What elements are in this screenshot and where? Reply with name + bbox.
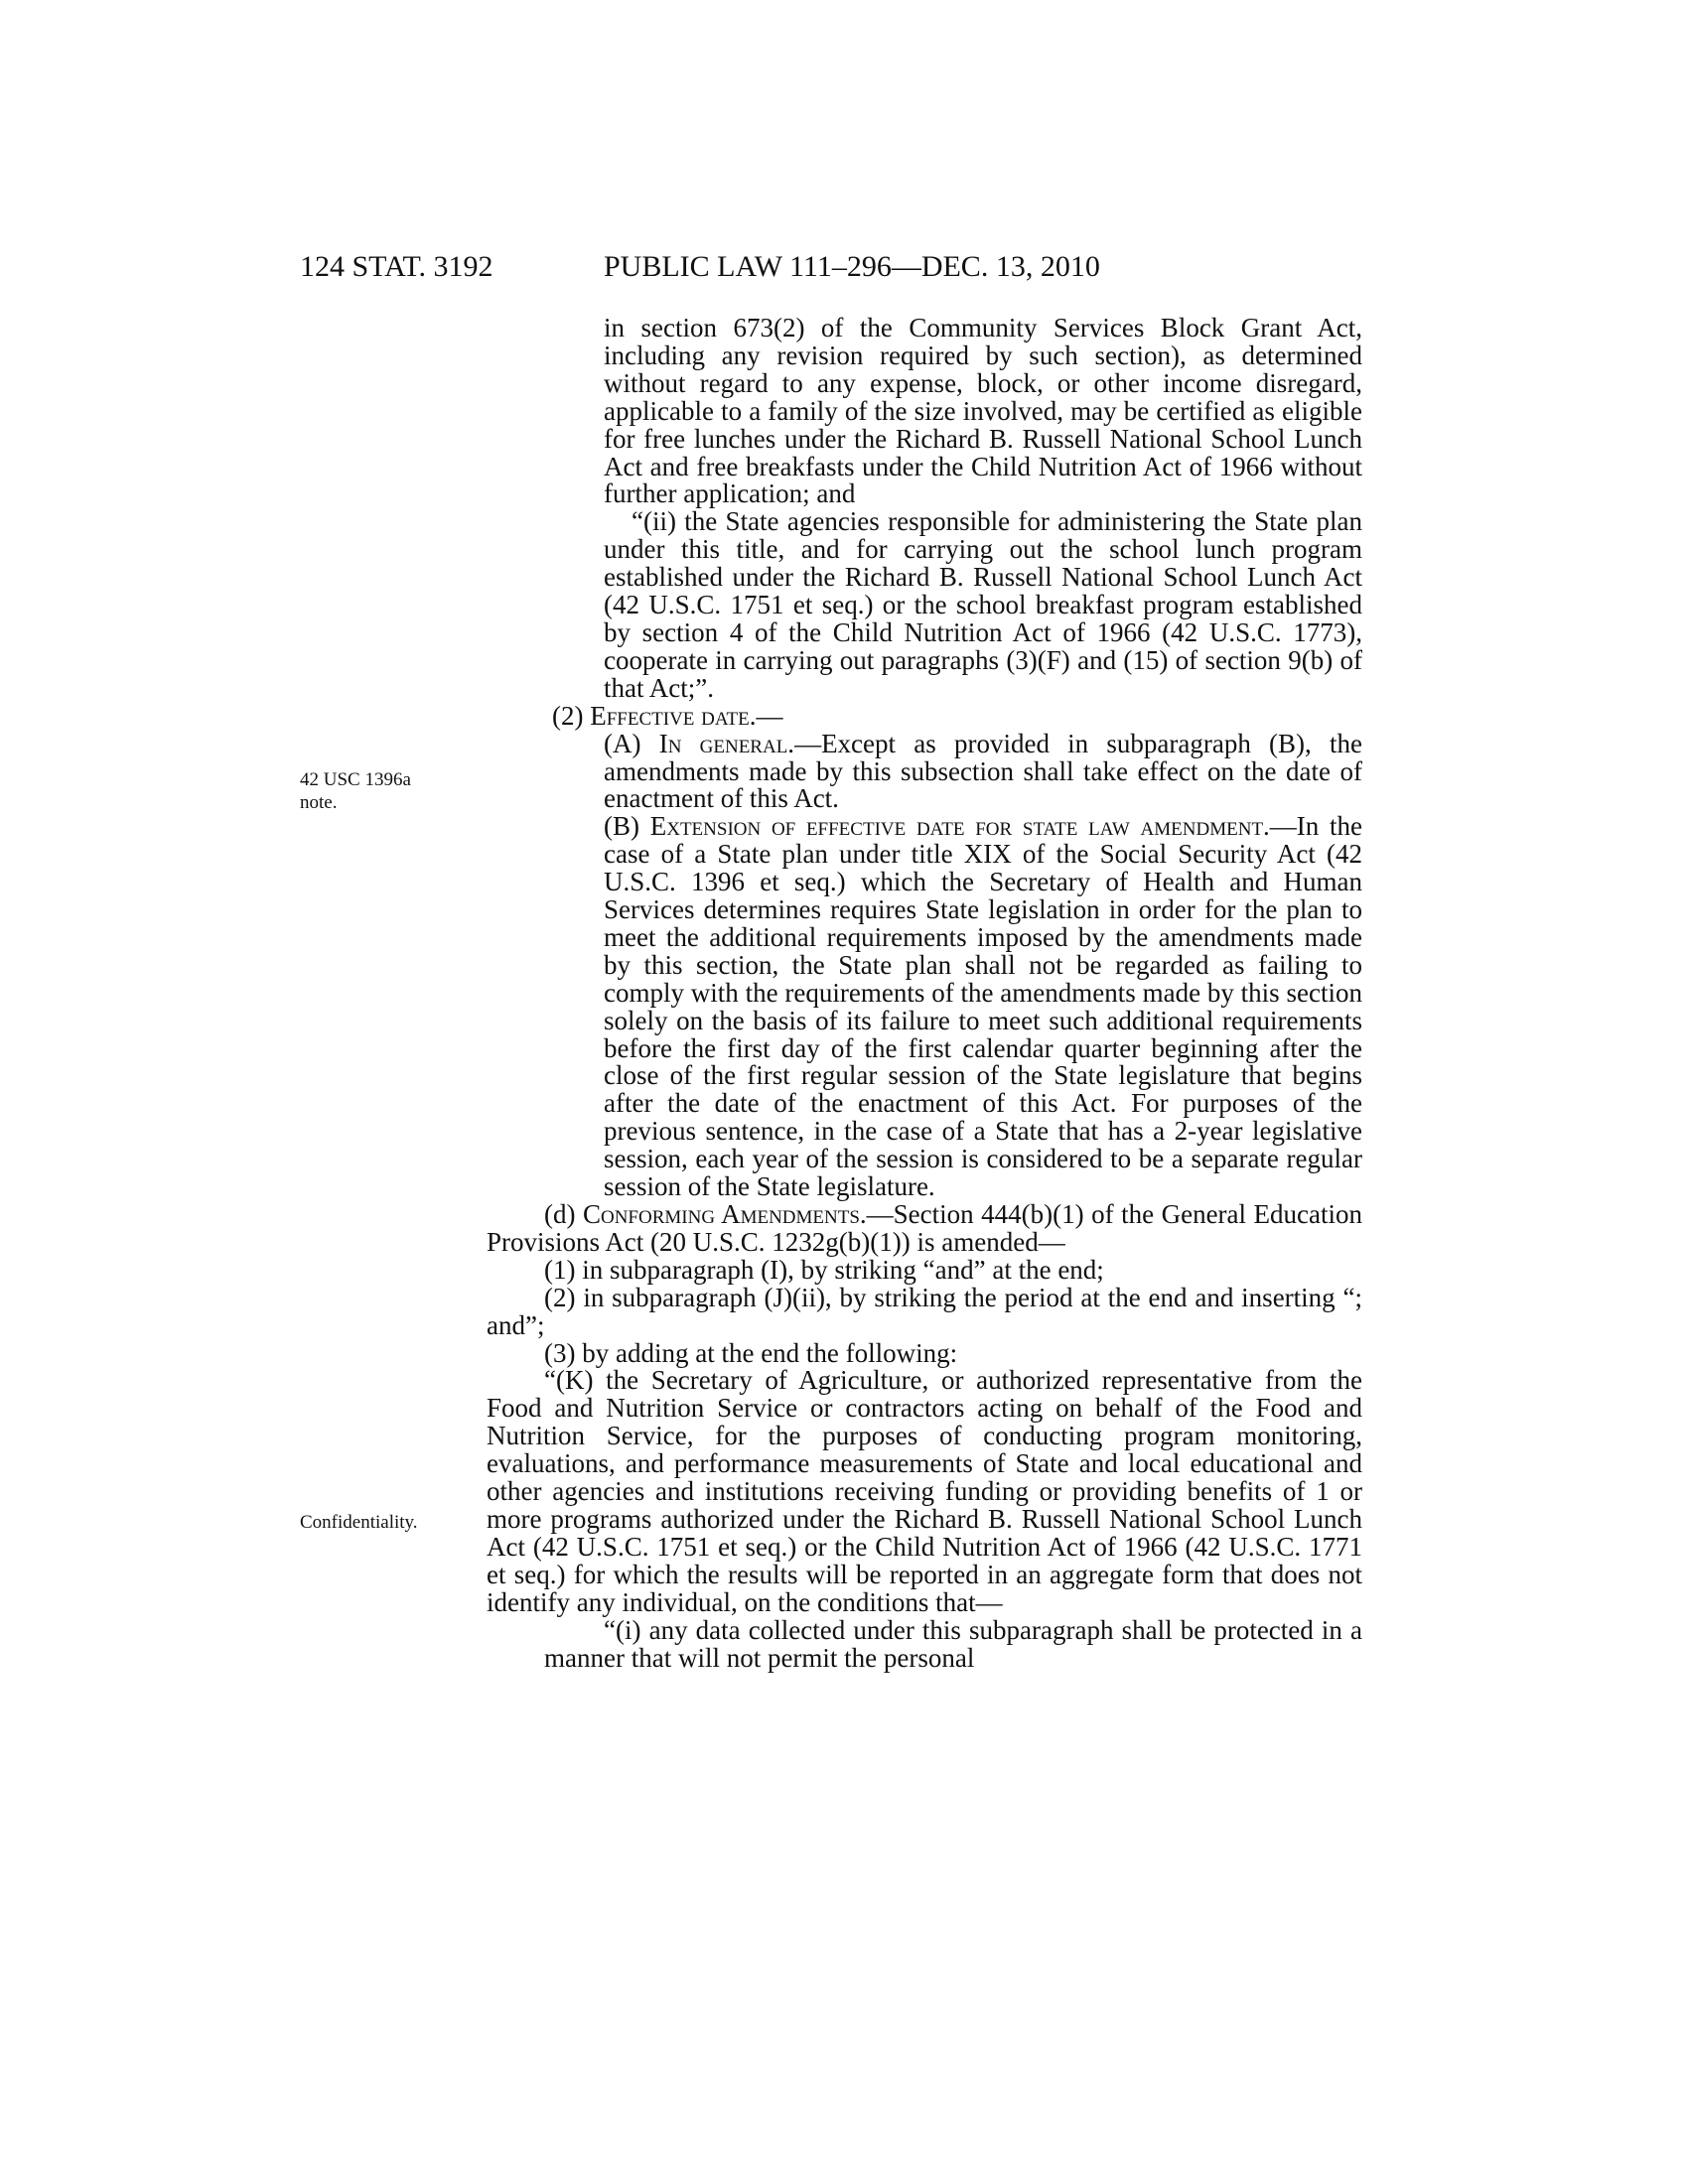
paragraph-number: (2) — [552, 700, 584, 731]
statute-body — [487, 315, 1362, 1672]
paragraph-clause-i-continued: in section 673(2) of the Community Services Block Grant Act, including any revision required by such section), as determined without regard to any expense, block, or other income disregard, applicable to a family of the size involved, may be certified as eligible for free lunches under the Richard B. Russell National School Lunch Act and free breakfasts under the Child Nutrition Act of 1966 without further application; and — [604, 313, 1362, 509]
paragraph-clause-ii: “(ii) the State agencies responsible for administering the State plan under this title, and for carrying out the school lunch program established under the Richard B. Russell National School Lunch Act (42 U.S.C. 1751 et seq.) or the school breakfast program established by section 4 of the Child Nutrition Act of 1966 (42 U.S.C. 1773), cooperate in carrying out paragraphs (3)(F) and (15) of section 9(b) of that Act;”. — [604, 506, 1362, 703]
subsection-text: Section 444(b)(1) of the General Education Provisions Act (20 U.S.C. 1232g(b)(1)) is amended— — [487, 1199, 1362, 1257]
subparagraph-heading: Extension of effective date for state law amendment. — [649, 811, 1270, 842]
margin-note-line: 42 USC 1396a — [300, 769, 411, 790]
paragraph-1-amendment: (1) in subparagraph (I), by striking “and” at the end; — [544, 1254, 1104, 1285]
subparagraph-number: (B) — [604, 811, 639, 842]
subparagraph-k-secretary-of-agriculture: “(K) the Secretary of Agriculture, or authorized representative from the Food and Nutrition Service or contractors acting on behalf of the Food and Nutrition Service, for the purposes of conducting program monitoring, evaluations, and performance measurements of State and local educational and other agencies and institutions receiving funding or providing benefits of 1 or more programs authorized under the Richard B. Russell National School Lunch Act (42 U.S.C. 1751 et seq.) or the Child Nutrition Act of 1966 (42 U.S.C. 1771 et seq.) for which the results will be reported in an aggregate form that does not identify any individual, on the conditions that— — [487, 1365, 1362, 1617]
subparagraph-b-extension: (B) Extension of effective date for state law amendment.—In the case of a State plan under title XIX of the Social Security Act (42 U.S.C. 1396 et seq.) which the Secretary of Health and Human Services determines requires State legislation in order for the plan to meet the additional requirements imposed by the amendments made by this section, the State plan shall not be regarded as failing to comply with the requirements of the amendments made by this section solely on the basis of its failure to meet such additional requirements before the first day of the first calendar quarter beginning after the close of the first regular session of the State legislature that begins after the date of the enactment of this Act. For purposes of the previous sentence, in the case of a State that has a 2-year legislative session, each year of the session is considered to be a separate regular session of the State legislature. — [604, 811, 1362, 1202]
subparagraph-text: In the case of a State plan under title XIX of the Social Security Act (42 U.S.C. 1396 et seq.) which the Secretary of Health and Human Services determines requires State legislation in order for the plan to meet the additional requirements imposed by the amendments made by this section, the State plan shall not be regarded as failing to comply with the requirements of the amendments made by this section solely on the basis of its failure to meet such additional requirements before the first day of the first calendar quarter beginning after the close of the first regular session of the State legislature that begins after the date of the enactment of this Act. For purposes of the previous sentence, in the case of a State that has a 2-year legislative session, each year of the session is considered to be a separate regular session of the State legislature. — [604, 811, 1362, 1202]
subsection-heading: Conforming Amendments. — [582, 1199, 867, 1229]
subparagraph-a-in-general: (A) In general.—Except as provided in subparagraph (B), the amendments made by this subsection shall take effect on the date of enactment of this Act. — [604, 728, 1362, 814]
paragraph-3-amendment: (3) by adding at the end the following: — [544, 1337, 958, 1368]
paragraph-heading: Effective date. — [590, 700, 757, 731]
subsection-d-conforming-amendments: (d) Conforming Amendments.—Section 444(b)(1) of the General Education Provisions Act (20 U.S.C. 1232g(b)(1)) is amended— — [487, 1199, 1362, 1257]
subsection-number: (d) — [544, 1199, 576, 1229]
statute-page-number: 124 STAT. 3192 — [300, 250, 493, 283]
clause-i-data-protection: “(i) any data collected under this subparagraph shall be protected in a manner that will not permit the personal — [544, 1614, 1362, 1673]
subparagraph-text: Except as provided in subparagraph (B), the amendments made by this subsection shall take effect on the date of enactment of this Act. — [604, 728, 1362, 814]
subparagraph-heading: In general. — [658, 728, 795, 758]
margin-note-confidentiality — [300, 1511, 498, 1534]
margin-note-line: note. — [300, 792, 338, 813]
page-header-title: PUBLIC LAW 111–296—DEC. 13, 2010 — [604, 250, 1100, 283]
subparagraph-number: (A) — [604, 728, 641, 758]
margin-note-line: Confidentiality. — [300, 1512, 418, 1533]
margin-note-usc — [300, 768, 498, 814]
paragraph-2-amendment: (2) in subparagraph (J)(ii), by striking the period at the end and inserting “; and”; — [487, 1282, 1362, 1340]
paragraph-2-effective-date: (2) Effective date.— — [552, 700, 783, 731]
